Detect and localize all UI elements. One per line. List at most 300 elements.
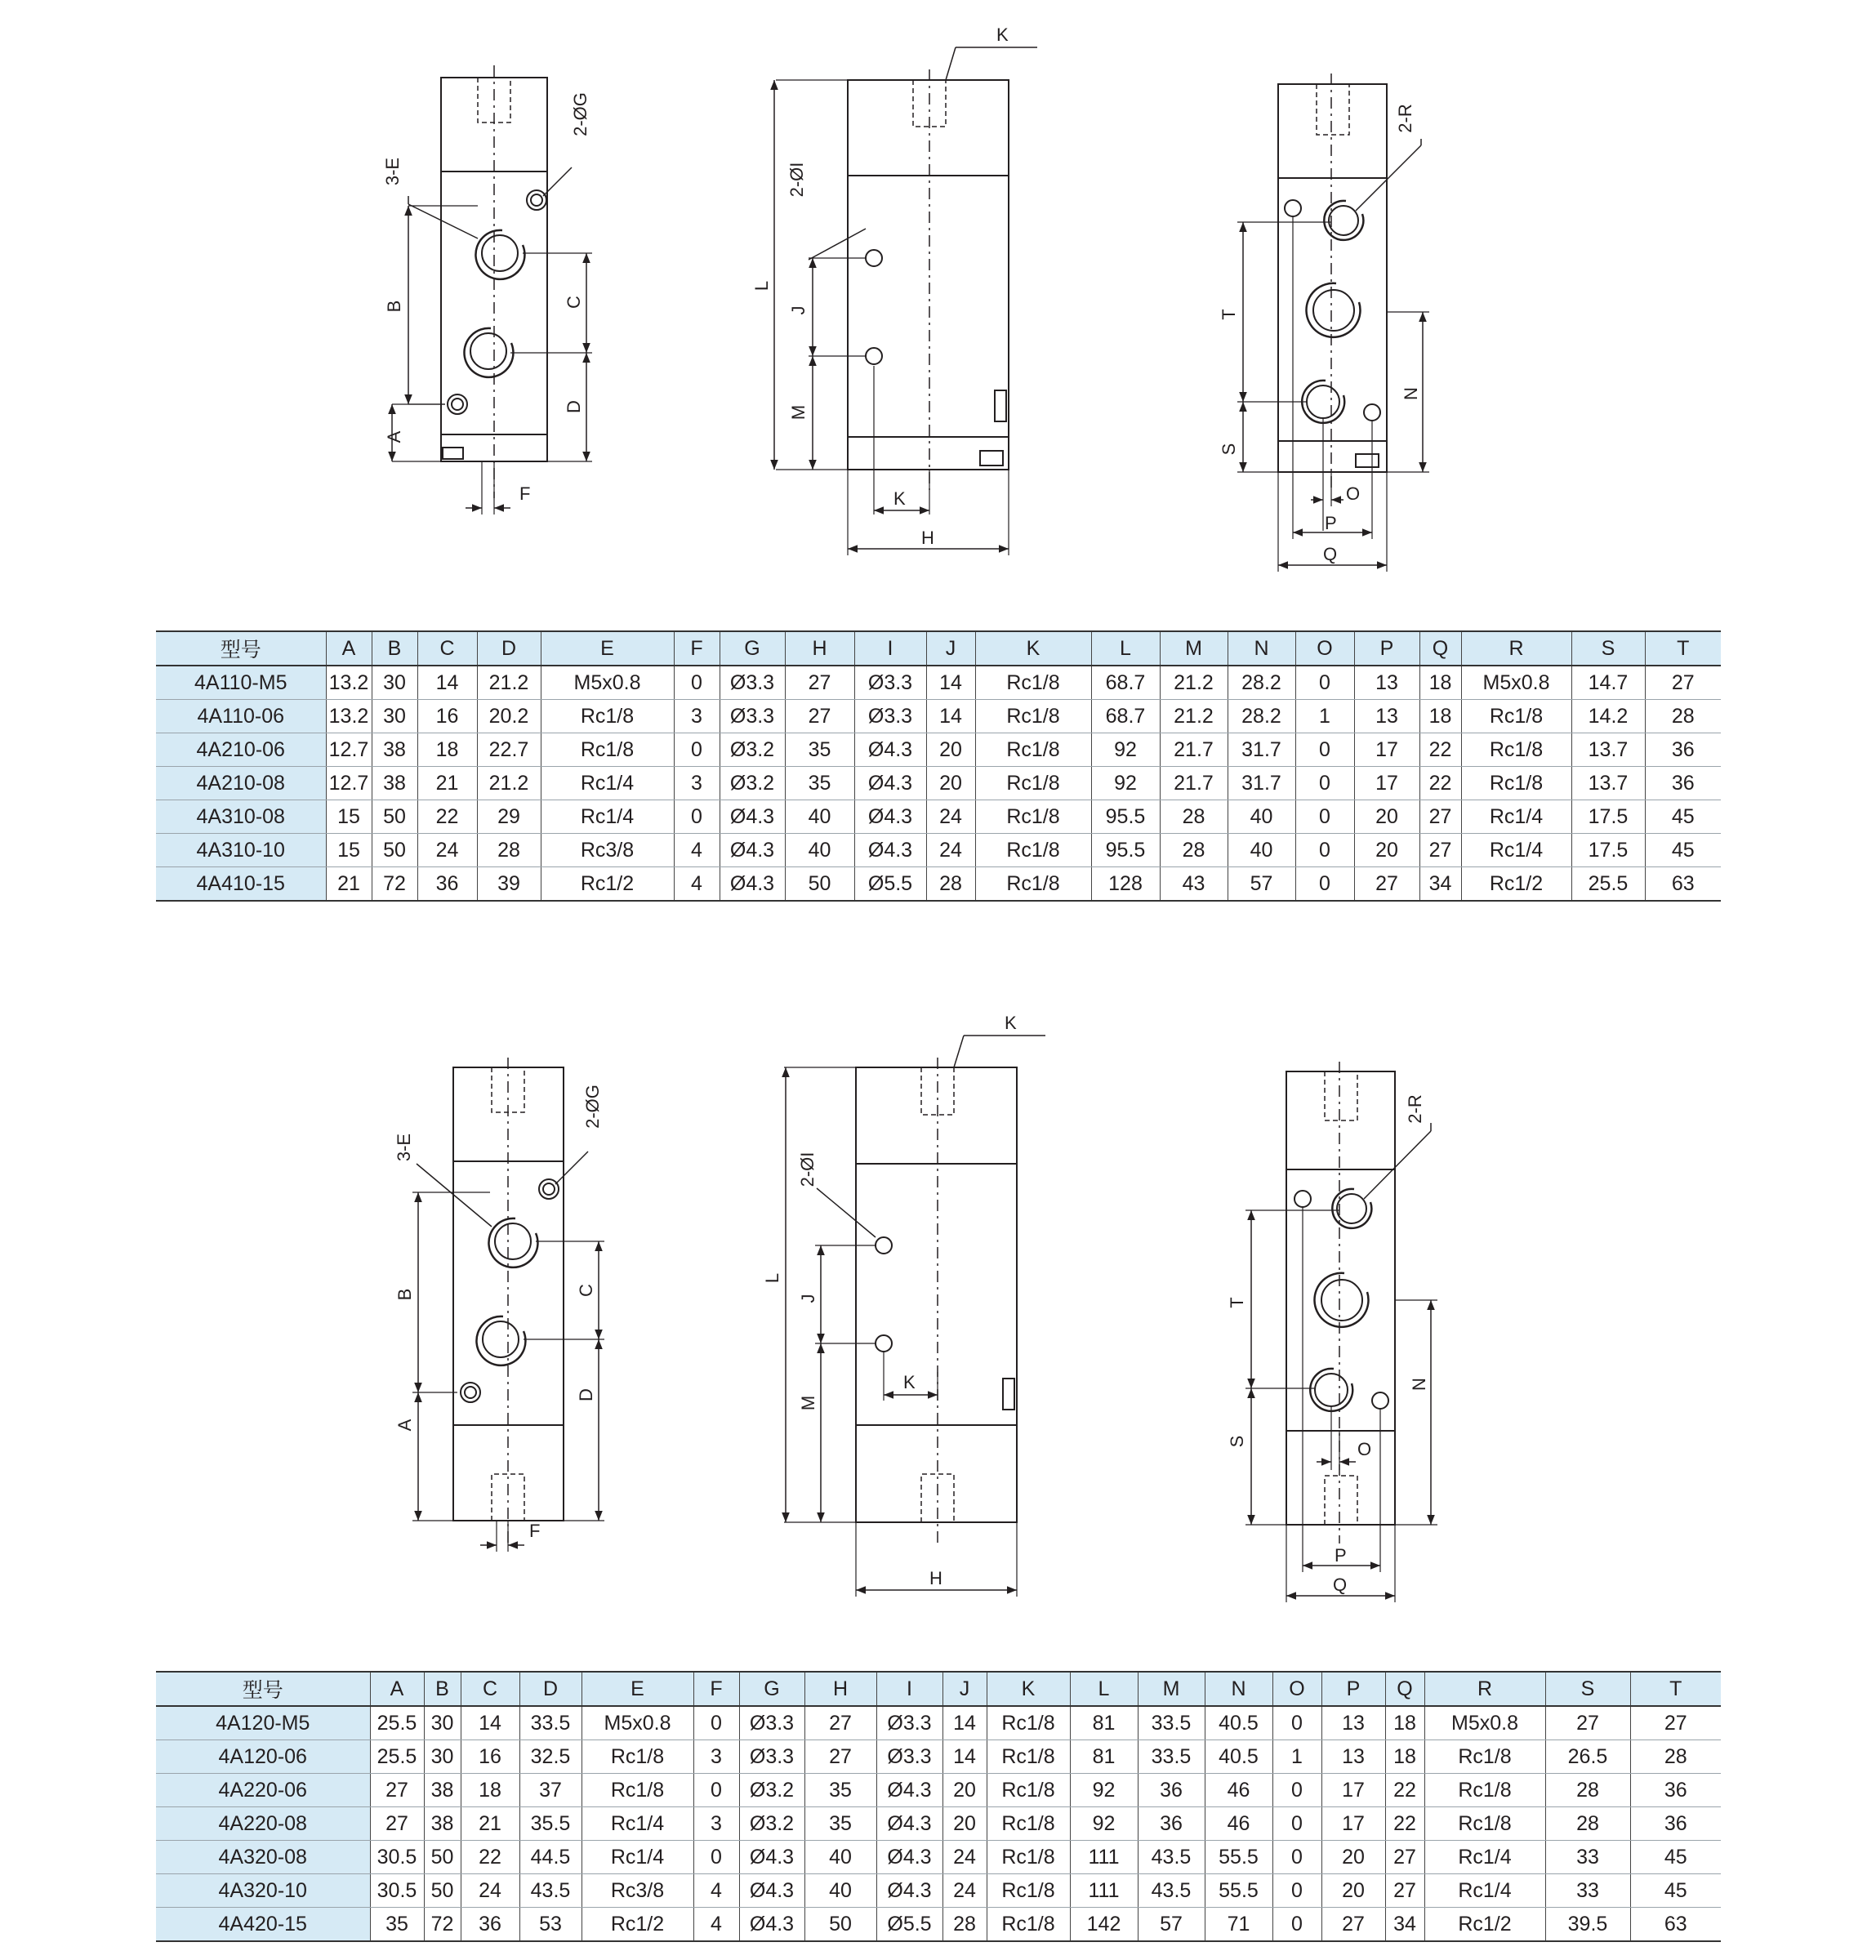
value-cell: 1: [1272, 1740, 1321, 1774]
value-cell: 32.5: [519, 1740, 582, 1774]
value-cell: Ø4.3: [720, 867, 785, 902]
column-header: B: [424, 1672, 461, 1706]
label-T: T: [1219, 309, 1239, 320]
value-cell: 22.7: [477, 733, 541, 767]
value-cell: 17: [1354, 733, 1419, 767]
spec-table-2: [156, 1671, 1721, 1942]
front-view: [392, 65, 592, 514]
label-D: D: [564, 400, 584, 413]
value-cell: 27: [1385, 1841, 1424, 1874]
column-header: D: [477, 631, 541, 666]
value-cell: 68.7: [1091, 700, 1160, 733]
value-cell: 17: [1321, 1807, 1385, 1841]
column-header: K: [975, 631, 1091, 666]
value-cell: 16: [417, 700, 477, 733]
column-header: S: [1545, 1672, 1630, 1706]
value-cell: 21.2: [477, 666, 541, 700]
label-S: S: [1227, 1435, 1247, 1448]
value-cell: Ø4.3: [739, 1841, 804, 1874]
value-cell: 53: [519, 1908, 582, 1942]
value-cell: 63: [1645, 867, 1721, 902]
value-cell: 46: [1205, 1774, 1272, 1807]
value-cell: 17.5: [1571, 834, 1645, 867]
label-K-bottom: K: [893, 488, 906, 509]
value-cell: 22: [461, 1841, 519, 1874]
column-header: R: [1424, 1672, 1545, 1706]
value-cell: 13: [1321, 1706, 1385, 1740]
value-cell: 17: [1354, 767, 1419, 800]
column-header: K: [987, 1672, 1070, 1706]
value-cell: 24: [926, 834, 975, 867]
column-header: F: [674, 631, 720, 666]
value-cell: 50: [785, 867, 854, 902]
value-cell: 45: [1645, 800, 1721, 834]
value-cell: 0: [1272, 1841, 1321, 1874]
value-cell: 27: [1354, 867, 1419, 902]
table-row: [156, 867, 1721, 902]
value-cell: 12.7: [326, 733, 372, 767]
value-cell: 24: [926, 800, 975, 834]
label-2-G: 2-ØG: [570, 92, 590, 136]
value-cell: 27: [804, 1706, 876, 1740]
value-cell: 72: [372, 867, 417, 902]
value-cell: 40: [785, 800, 854, 834]
table-row: [156, 700, 1721, 733]
value-cell: 26.5: [1545, 1740, 1630, 1774]
value-cell: 43.5: [1138, 1874, 1205, 1908]
value-cell: Rc1/8: [975, 834, 1091, 867]
value-cell: Rc1/8: [987, 1874, 1070, 1908]
value-cell: 13.7: [1571, 767, 1645, 800]
value-cell: 13: [1321, 1740, 1385, 1774]
value-cell: Ø3.2: [739, 1807, 804, 1841]
value-cell: Rc1/4: [1424, 1874, 1545, 1908]
value-cell: 43.5: [1138, 1841, 1205, 1874]
value-cell: 18: [1419, 666, 1461, 700]
value-cell: Rc1/4: [582, 1841, 693, 1874]
value-cell: 28: [477, 834, 541, 867]
value-cell: 30.5: [370, 1841, 424, 1874]
value-cell: 36: [461, 1908, 519, 1942]
label-B: B: [384, 300, 404, 313]
column-header: P: [1321, 1672, 1385, 1706]
value-cell: 3: [674, 700, 720, 733]
value-cell: M5x0.8: [582, 1706, 693, 1740]
value-cell: Rc1/2: [541, 867, 674, 902]
value-cell: Ø4.3: [854, 834, 926, 867]
value-cell: 18: [1385, 1740, 1424, 1774]
value-cell: 0: [1295, 867, 1354, 902]
column-header: S: [1571, 631, 1645, 666]
value-cell: 28: [1545, 1807, 1630, 1841]
model-cell: 4A210-06: [156, 733, 326, 767]
value-cell: Rc1/8: [582, 1740, 693, 1774]
table-header-row: [156, 1672, 1721, 1706]
value-cell: 22: [1419, 733, 1461, 767]
column-header: N: [1228, 631, 1295, 666]
value-cell: 13: [1354, 700, 1419, 733]
value-cell: 0: [674, 800, 720, 834]
label-O: O: [1357, 1439, 1372, 1459]
value-cell: 20: [1354, 834, 1419, 867]
value-cell: 45: [1630, 1841, 1721, 1874]
value-cell: 24: [942, 1874, 987, 1908]
value-cell: 36: [1645, 767, 1721, 800]
value-cell: 81: [1070, 1740, 1138, 1774]
column-header: M: [1138, 1672, 1205, 1706]
value-cell: 57: [1138, 1908, 1205, 1942]
value-cell: 40.5: [1205, 1706, 1272, 1740]
value-cell: 35: [804, 1774, 876, 1807]
label-L: L: [751, 280, 772, 292]
value-cell: 40: [804, 1874, 876, 1908]
value-cell: 30: [372, 700, 417, 733]
value-cell: 20: [1354, 800, 1419, 834]
value-cell: 111: [1070, 1841, 1138, 1874]
value-cell: 50: [804, 1908, 876, 1942]
value-cell: Rc1/8: [1461, 700, 1571, 733]
model-cell: 4A320-08: [156, 1841, 370, 1874]
value-cell: 21.7: [1160, 767, 1228, 800]
value-cell: 35.5: [519, 1807, 582, 1841]
value-cell: 128: [1091, 867, 1160, 902]
value-cell: 0: [1295, 733, 1354, 767]
model-cell: 4A320-10: [156, 1874, 370, 1908]
label-3-E: 3-E: [394, 1133, 414, 1162]
value-cell: Ø3.3: [720, 666, 785, 700]
value-cell: Rc1/8: [975, 867, 1091, 902]
value-cell: 20: [942, 1807, 987, 1841]
value-cell: 18: [1385, 1706, 1424, 1740]
value-cell: Ø3.2: [720, 767, 785, 800]
value-cell: 13: [1354, 666, 1419, 700]
value-cell: 36: [1138, 1774, 1205, 1807]
label-M: M: [798, 1395, 818, 1411]
value-cell: Ø5.5: [876, 1908, 942, 1942]
table-row: [156, 1908, 1721, 1942]
value-cell: 35: [785, 767, 854, 800]
model-cell: 4A110-06: [156, 700, 326, 733]
value-cell: 14: [461, 1706, 519, 1740]
value-cell: Ø3.3: [739, 1740, 804, 1774]
model-cell: 4A120-06: [156, 1740, 370, 1774]
value-cell: 0: [693, 1706, 739, 1740]
value-cell: 31.7: [1228, 767, 1295, 800]
value-cell: 39.5: [1545, 1908, 1630, 1942]
value-cell: 4: [674, 867, 720, 902]
value-cell: M5x0.8: [1424, 1706, 1545, 1740]
value-cell: 63: [1630, 1908, 1721, 1942]
label-T: T: [1227, 1297, 1247, 1308]
value-cell: Rc1/8: [975, 733, 1091, 767]
value-cell: 28: [1545, 1774, 1630, 1807]
value-cell: 40.5: [1205, 1740, 1272, 1774]
value-cell: 21.2: [1160, 700, 1228, 733]
value-cell: 1: [1295, 700, 1354, 733]
value-cell: 14.7: [1571, 666, 1645, 700]
value-cell: Rc1/8: [987, 1740, 1070, 1774]
label-C: C: [576, 1284, 596, 1297]
value-cell: 24: [461, 1874, 519, 1908]
value-cell: 20: [926, 733, 975, 767]
label-2-R: 2-R: [1405, 1094, 1425, 1124]
label-A: A: [384, 430, 404, 443]
value-cell: 3: [674, 767, 720, 800]
model-cell: 4A220-06: [156, 1774, 370, 1807]
value-cell: 30: [424, 1706, 461, 1740]
value-cell: 18: [1419, 700, 1461, 733]
column-header: E: [541, 631, 674, 666]
label-Q: Q: [1333, 1575, 1348, 1595]
value-cell: 24: [942, 1841, 987, 1874]
value-cell: 15: [326, 800, 372, 834]
value-cell: 30: [424, 1740, 461, 1774]
value-cell: Rc3/8: [541, 834, 674, 867]
label-2-I: 2-ØI: [786, 162, 807, 198]
value-cell: Rc1/2: [582, 1908, 693, 1942]
value-cell: Ø3.3: [739, 1706, 804, 1740]
column-header: N: [1205, 1672, 1272, 1706]
value-cell: 38: [372, 767, 417, 800]
column-header: L: [1091, 631, 1160, 666]
value-cell: 43.5: [519, 1874, 582, 1908]
value-cell: 18: [461, 1774, 519, 1807]
drawing-set-2: [0, 980, 1876, 1650]
value-cell: Ø4.3: [876, 1807, 942, 1841]
value-cell: 14: [942, 1740, 987, 1774]
value-cell: 21: [326, 867, 372, 902]
value-cell: 12.7: [326, 767, 372, 800]
model-cell: 4A220-08: [156, 1807, 370, 1841]
column-header: D: [519, 1672, 582, 1706]
value-cell: 22: [417, 800, 477, 834]
value-cell: 0: [1272, 1774, 1321, 1807]
model-cell: 4A110-M5: [156, 666, 326, 700]
column-header: C: [417, 631, 477, 666]
value-cell: Ø3.2: [720, 733, 785, 767]
value-cell: Rc1/8: [975, 800, 1091, 834]
value-cell: 142: [1070, 1908, 1138, 1942]
column-header: E: [582, 1672, 693, 1706]
value-cell: 4: [693, 1874, 739, 1908]
table-row: [156, 1807, 1721, 1841]
value-cell: 38: [424, 1807, 461, 1841]
table-row: [156, 666, 1721, 700]
value-cell: 40: [785, 834, 854, 867]
back-view: [1237, 74, 1429, 572]
value-cell: 0: [1272, 1874, 1321, 1908]
value-cell: 92: [1091, 767, 1160, 800]
value-cell: 0: [674, 733, 720, 767]
value-cell: 14.2: [1571, 700, 1645, 733]
value-cell: Rc1/8: [1461, 767, 1571, 800]
value-cell: 50: [372, 834, 417, 867]
column-header: Q: [1385, 1672, 1424, 1706]
value-cell: 36: [1138, 1807, 1205, 1841]
label-J: J: [798, 1294, 818, 1303]
value-cell: 27: [370, 1774, 424, 1807]
value-cell: 92: [1091, 733, 1160, 767]
value-cell: 25.5: [1571, 867, 1645, 902]
value-cell: Rc1/8: [1424, 1807, 1545, 1841]
label-J: J: [788, 305, 809, 315]
value-cell: Rc1/2: [1461, 867, 1571, 902]
value-cell: Rc1/8: [987, 1841, 1070, 1874]
value-cell: 16: [461, 1740, 519, 1774]
table-header-row: [156, 631, 1721, 666]
label-Q: Q: [1323, 544, 1338, 564]
value-cell: 35: [370, 1908, 424, 1942]
value-cell: 18: [417, 733, 477, 767]
value-cell: Ø4.3: [720, 834, 785, 867]
value-cell: 27: [1645, 666, 1721, 700]
label-K-bottom: K: [903, 1372, 916, 1392]
value-cell: 14: [926, 700, 975, 733]
label-F: F: [529, 1521, 541, 1541]
value-cell: 25.5: [370, 1706, 424, 1740]
column-header: L: [1070, 1672, 1138, 1706]
value-cell: 55.5: [1205, 1841, 1272, 1874]
value-cell: 50: [424, 1841, 461, 1874]
value-cell: Rc1/8: [975, 700, 1091, 733]
label-2-I: 2-ØI: [797, 1152, 818, 1187]
value-cell: 0: [1295, 666, 1354, 700]
value-cell: 4: [674, 834, 720, 867]
value-cell: 33.5: [1138, 1740, 1205, 1774]
value-cell: Rc1/8: [987, 1908, 1070, 1942]
value-cell: 95.5: [1091, 834, 1160, 867]
value-cell: Ø4.3: [876, 1874, 942, 1908]
value-cell: Ø3.3: [876, 1706, 942, 1740]
value-cell: 36: [1645, 733, 1721, 767]
value-cell: 14: [417, 666, 477, 700]
column-header: M: [1160, 631, 1228, 666]
value-cell: 17: [1321, 1774, 1385, 1807]
value-cell: 27: [804, 1740, 876, 1774]
table-row: [156, 1841, 1721, 1874]
value-cell: Rc1/4: [1461, 834, 1571, 867]
value-cell: 29: [477, 800, 541, 834]
value-cell: 37: [519, 1774, 582, 1807]
value-cell: 0: [693, 1841, 739, 1874]
value-cell: 34: [1419, 867, 1461, 902]
value-cell: 33.5: [519, 1706, 582, 1740]
model-cell: 4A310-08: [156, 800, 326, 834]
value-cell: 20: [1321, 1841, 1385, 1874]
value-cell: Ø3.3: [854, 700, 926, 733]
column-header: O: [1295, 631, 1354, 666]
value-cell: 33: [1545, 1841, 1630, 1874]
value-cell: Rc1/2: [1424, 1908, 1545, 1942]
value-cell: 92: [1070, 1774, 1138, 1807]
label-O: O: [1346, 483, 1361, 504]
value-cell: 27: [1321, 1908, 1385, 1942]
value-cell: 21.2: [1160, 666, 1228, 700]
value-cell: 13.2: [326, 700, 372, 733]
value-cell: 72: [424, 1908, 461, 1942]
column-header: H: [785, 631, 854, 666]
value-cell: 21.2: [477, 767, 541, 800]
value-cell: 28: [942, 1908, 987, 1942]
value-cell: 28.2: [1228, 700, 1295, 733]
column-header: T: [1645, 631, 1721, 666]
value-cell: 20: [1321, 1874, 1385, 1908]
value-cell: 95.5: [1091, 800, 1160, 834]
value-cell: 28: [926, 867, 975, 902]
value-cell: 0: [693, 1774, 739, 1807]
value-cell: 21.7: [1160, 733, 1228, 767]
value-cell: 28: [1645, 700, 1721, 733]
value-cell: Ø4.3: [876, 1774, 942, 1807]
value-cell: Rc1/8: [1461, 733, 1571, 767]
label-K-top: K: [996, 24, 1009, 45]
value-cell: 46: [1205, 1807, 1272, 1841]
value-cell: 39: [477, 867, 541, 902]
value-cell: 40: [804, 1841, 876, 1874]
column-header: F: [693, 1672, 739, 1706]
column-header: 型号: [156, 631, 326, 666]
column-header: T: [1630, 1672, 1721, 1706]
value-cell: 21: [461, 1807, 519, 1841]
table-row: [156, 800, 1721, 834]
model-cell: 4A120-M5: [156, 1706, 370, 1740]
value-cell: Rc1/8: [541, 733, 674, 767]
column-header: R: [1461, 631, 1571, 666]
drawing-set-1: [0, 0, 1876, 604]
value-cell: 14: [942, 1706, 987, 1740]
value-cell: Ø3.3: [720, 700, 785, 733]
side-view: [784, 1036, 1045, 1597]
value-cell: 27: [1419, 800, 1461, 834]
value-cell: 50: [424, 1874, 461, 1908]
value-cell: 55.5: [1205, 1874, 1272, 1908]
value-cell: 0: [1272, 1908, 1321, 1942]
table-row: [156, 834, 1721, 867]
value-cell: Rc1/4: [541, 767, 674, 800]
column-header: J: [942, 1672, 987, 1706]
value-cell: Ø3.2: [739, 1774, 804, 1807]
value-cell: 0: [1295, 834, 1354, 867]
value-cell: 0: [674, 666, 720, 700]
label-S: S: [1219, 443, 1239, 456]
value-cell: Rc1/8: [582, 1774, 693, 1807]
value-cell: 28.2: [1228, 666, 1295, 700]
value-cell: 43: [1160, 867, 1228, 902]
value-cell: 36: [1630, 1774, 1721, 1807]
value-cell: Rc1/4: [541, 800, 674, 834]
value-cell: Ø4.3: [854, 800, 926, 834]
front-view: [412, 1058, 604, 1552]
value-cell: Ø3.3: [854, 666, 926, 700]
column-header: I: [876, 1672, 942, 1706]
value-cell: Ø4.3: [876, 1841, 942, 1874]
value-cell: 20: [942, 1774, 987, 1807]
value-cell: 33: [1545, 1874, 1630, 1908]
value-cell: Rc1/8: [975, 666, 1091, 700]
value-cell: Rc1/4: [1461, 800, 1571, 834]
table-row: [156, 1740, 1721, 1774]
value-cell: 36: [1630, 1807, 1721, 1841]
value-cell: 40: [1228, 834, 1295, 867]
value-cell: 3: [693, 1807, 739, 1841]
spec-table-1: [156, 630, 1721, 902]
label-M: M: [788, 404, 809, 421]
value-cell: 22: [1385, 1807, 1424, 1841]
label-F: F: [519, 483, 531, 504]
value-cell: 45: [1645, 834, 1721, 867]
label-N: N: [1401, 387, 1421, 400]
value-cell: Ø4.3: [739, 1874, 804, 1908]
